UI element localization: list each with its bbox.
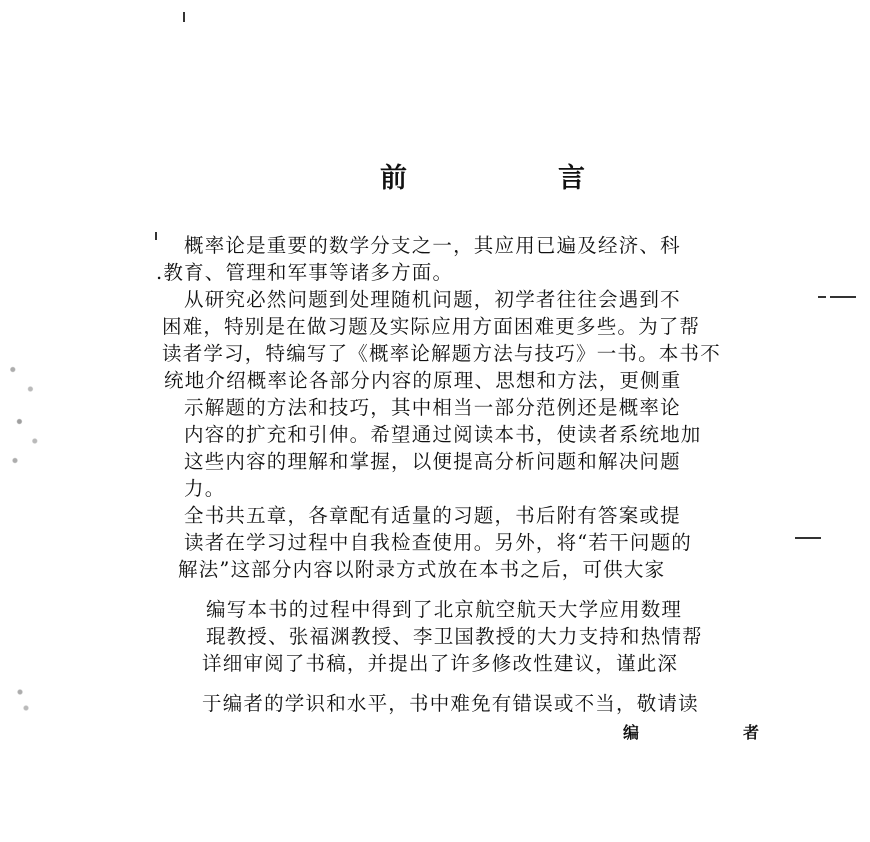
text-line: 读者学习，特编写了《概率论解题方法与技巧》一书。本书不 [162,342,721,365]
scan-mark [155,232,157,240]
text-line: 读者在学习过程中自我检查使用。另外，将“若干问题的 [184,531,692,554]
text-line: 于编者的学识和水平，书中难免有错误或不当，敬请读 [202,692,699,715]
text-line: 解法”这部分内容以附录方式放在本书之后，可供大家 [178,558,666,581]
text-line: 编写本书的过程中得到了北京航空航天大学应用数理 [206,598,683,621]
signature: 编 者 [623,723,804,742]
scan-mark [818,296,826,298]
text-line: 统地介绍概率论各部分内容的原理、思想和方法，更侧重 [164,369,682,392]
scan-bleed-artifact [8,680,38,720]
scan-mark [795,537,821,539]
scan-bleed-artifact [4,350,48,480]
scan-mark [830,296,856,298]
text-line: 详细审阅了书稿，并提出了许多修改性建议，谨此深 [202,652,679,675]
text-line: 力。 [184,477,226,500]
text-line: 困难，特别是在做习题及实际应用方面困难更多些。为了帮 [162,315,701,338]
scan-mark [183,12,185,22]
text-line: 全书共五章，各章配有适量的习题，书后附有答案或提 [184,504,681,527]
text-line: 这些内容的理解和掌握，以便提高分析问题和解决问题 [184,450,681,473]
text-line: 概率论是重要的数学分支之一，其应用已遍及经济、科 [184,234,681,257]
text-line: 从研究必然问题到处理随机问题，初学者往往会遇到不 [184,288,681,311]
text-line: .教育、管理和军事等诸多方面。 [156,261,454,284]
text-line: 琨教授、张福渊教授、李卫国教授的大力支持和热情帮 [206,625,703,648]
page-title: 前 言 [380,163,647,194]
text-line: 示解题的方法和技巧，其中相当一部分范例还是概率论 [184,396,681,419]
text-line: 内容的扩充和引伸。希望通过阅读本书，使读者系统地加 [184,423,702,446]
